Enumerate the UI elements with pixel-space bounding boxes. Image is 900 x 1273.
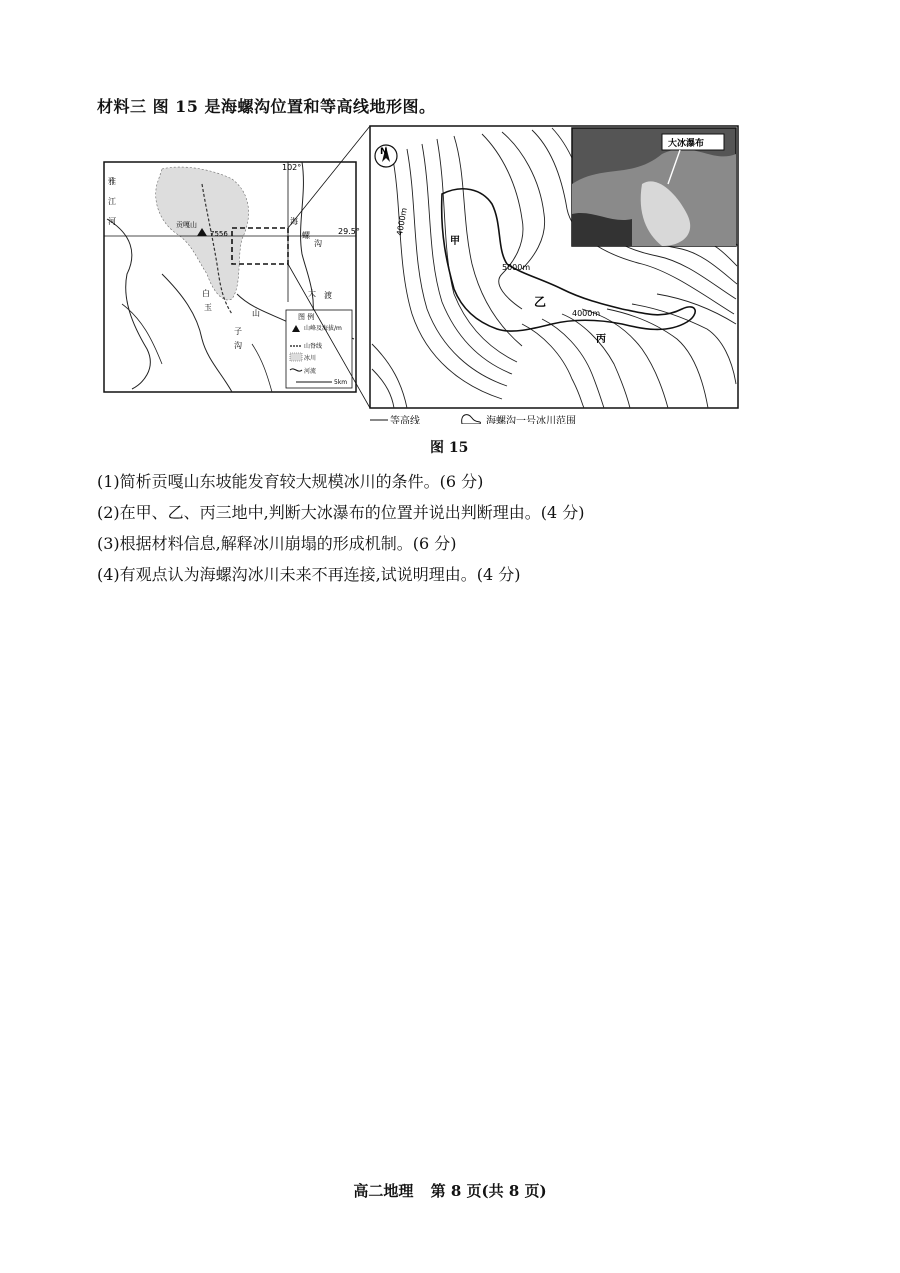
footer-page-number: 第 8 页(共 8 页) <box>430 1182 547 1200</box>
place-he: 河 <box>108 217 116 226</box>
figure-caption: 图 15 <box>430 440 469 456</box>
page-footer <box>0 1180 900 1201</box>
material-heading <box>97 94 436 117</box>
place-yu: 玉 <box>204 303 212 312</box>
question-2: (2)在甲、乙、丙三地中,判断大冰瀑布的位置并说出判断理由。(4 分) <box>97 503 585 522</box>
place-luo: 螺 <box>302 231 310 240</box>
place-shan: 山 <box>252 309 260 318</box>
point-yi: 乙 <box>534 295 547 309</box>
peak-elevation: 7556 <box>210 230 228 238</box>
point-bing: 丙 <box>596 334 606 345</box>
place-gou: 沟 <box>314 239 322 248</box>
place-jiang: 江 <box>108 197 116 206</box>
question-list <box>97 466 585 590</box>
legend-ridge-label: 山脊线 <box>304 343 323 350</box>
legend-contour-label: 等高线 <box>390 416 420 424</box>
inset-legend-title: 图 例 <box>298 313 315 321</box>
legend-glacier-range-label: 海螺沟一号冰川范围 <box>486 416 576 424</box>
question-4: (4)有观点认为海螺沟冰川未来不再连接,试说明理由。(4 分) <box>97 565 521 584</box>
material-label: 材料三 <box>97 97 147 116</box>
north-label: N <box>380 147 388 157</box>
legend-river-label: 河流 <box>304 368 317 375</box>
figure-15 <box>102 124 742 424</box>
place-gou2: 沟 <box>234 341 242 350</box>
legend-peak-label: 山峰及海拔/m <box>304 325 342 332</box>
contour-label-4000-left: 4000m <box>395 207 409 237</box>
figure-legend <box>370 414 576 424</box>
legend-glacier-label: 冰川 <box>304 355 317 362</box>
contour-label-4000-right: 4000m <box>572 309 601 318</box>
material-text: 图 15 是海螺沟位置和等高线地形图。 <box>152 97 436 116</box>
figure-15-svg <box>102 124 742 424</box>
longitude-label: 102° <box>282 163 302 172</box>
peak-name: 贡嘎山 <box>176 221 197 229</box>
place-ya: 雅 <box>108 177 116 186</box>
question-3: (3)根据材料信息,解释冰川崩塌的形成机制。(6 分) <box>97 534 457 553</box>
footer-subject: 高二地理 <box>353 1182 414 1200</box>
place-hai: 海 <box>290 217 298 226</box>
location-map <box>104 162 360 392</box>
latitude-label: 29.5° <box>338 227 360 236</box>
legend-glacier-icon <box>290 353 302 361</box>
place-du: 渡 <box>324 291 332 300</box>
photo-label: 大冰瀑布 <box>668 139 705 149</box>
point-jia: 甲 <box>450 236 460 247</box>
place-da: 大 <box>308 289 316 298</box>
contour-label-5000: 5000m <box>502 263 531 272</box>
place-zi: 子 <box>234 327 242 336</box>
place-bai: 白 <box>202 289 210 298</box>
contour-map <box>370 126 738 408</box>
scale-label: 5km <box>334 379 348 386</box>
legend-glacier-outline-icon <box>462 415 481 424</box>
question-1: (1)简析贡嘎山东坡能发育较大规模冰川的条件。(6 分) <box>97 472 484 491</box>
